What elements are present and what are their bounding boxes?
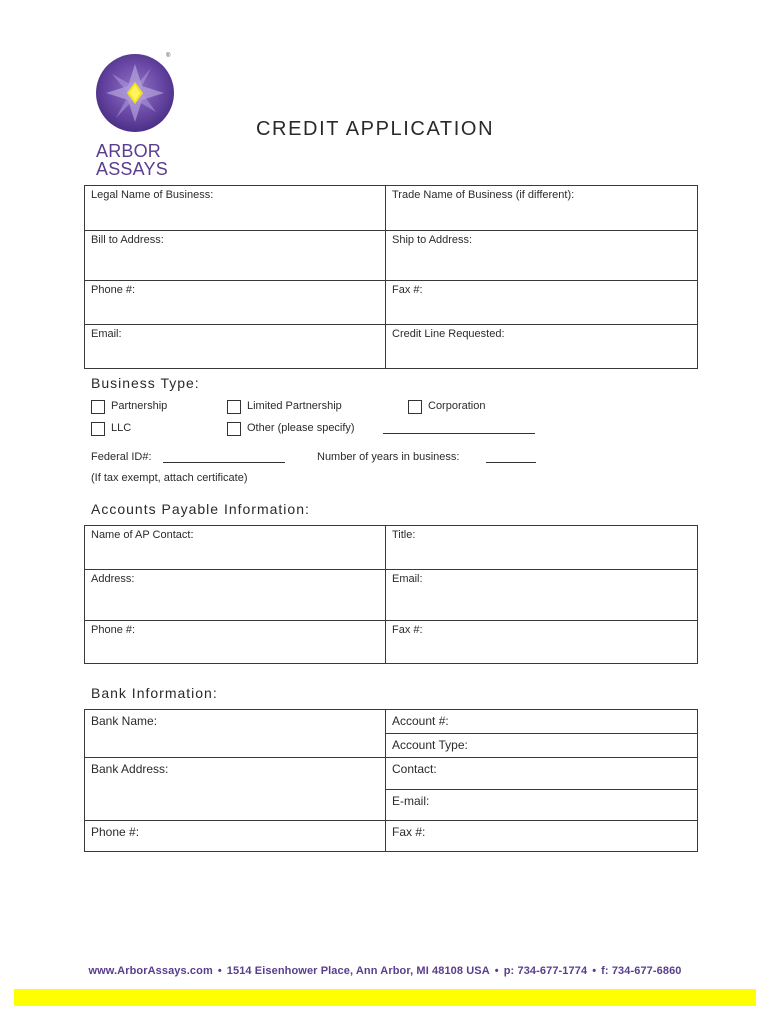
tax-exempt-note: (If tax exempt, attach certificate) bbox=[91, 472, 248, 484]
limited-partnership-label: Limited Partnership bbox=[247, 400, 342, 412]
logo-text-assays: ASSAYS bbox=[96, 159, 168, 179]
years-in-business-line[interactable] bbox=[486, 462, 536, 463]
bank-info-heading: Bank Information: bbox=[91, 685, 218, 701]
phone-label: Phone #: bbox=[91, 284, 136, 296]
bank-name-label: Bank Name: bbox=[91, 714, 158, 728]
bank-phone-field[interactable] bbox=[85, 821, 386, 852]
ap-fax-label: Fax #: bbox=[392, 624, 423, 636]
bill-to-label: Bill to Address: bbox=[91, 234, 164, 246]
bill-to-address-field[interactable] bbox=[85, 231, 386, 281]
ap-contact-field[interactable] bbox=[85, 526, 386, 570]
ship-to-label: Ship to Address: bbox=[392, 234, 473, 246]
years-in-business-label: Number of years in business: bbox=[317, 451, 460, 463]
corporation-label: Corporation bbox=[428, 400, 486, 412]
bank-phone-label: Phone #: bbox=[91, 825, 140, 839]
page-title: CREDIT APPLICATION bbox=[256, 118, 495, 140]
arbor-assays-logo bbox=[93, 50, 183, 178]
business-type-heading: Business Type: bbox=[91, 375, 200, 391]
account-number-label: Account #: bbox=[392, 714, 449, 728]
accounts-payable-table bbox=[84, 525, 698, 664]
bank-contact-field[interactable] bbox=[386, 758, 698, 790]
footer-website-link[interactable]: www.ArborAssays.com bbox=[88, 965, 213, 977]
other-label: Other (please specify) bbox=[247, 422, 355, 434]
limited-partnership-checkbox[interactable] bbox=[227, 400, 241, 414]
ap-fax-field[interactable] bbox=[386, 621, 698, 664]
registered-mark: ® bbox=[166, 53, 171, 59]
federal-id-label: Federal ID#: bbox=[91, 451, 152, 463]
ship-to-address-field[interactable] bbox=[386, 231, 698, 281]
bank-name-field[interactable] bbox=[85, 710, 386, 758]
account-type-field[interactable] bbox=[386, 734, 698, 758]
credit-line-label: Credit Line Requested: bbox=[392, 328, 505, 340]
ap-contact-label: Name of AP Contact: bbox=[91, 529, 194, 541]
ap-address-label: Address: bbox=[91, 573, 135, 585]
partnership-label: Partnership bbox=[111, 400, 168, 412]
footer-yellow-bar bbox=[14, 989, 756, 1006]
bank-fax-field[interactable] bbox=[386, 821, 698, 852]
account-number-field[interactable] bbox=[386, 710, 698, 734]
ap-email-label: Email: bbox=[392, 573, 423, 585]
other-checkbox[interactable] bbox=[227, 422, 241, 436]
ap-address-field[interactable] bbox=[85, 570, 386, 621]
ap-phone-field[interactable] bbox=[85, 621, 386, 664]
bank-fax-label: Fax #: bbox=[392, 825, 426, 839]
footer-separator: • bbox=[217, 965, 222, 977]
trade-name-field[interactable] bbox=[386, 186, 698, 231]
footer-fax: f: 734-677-6860 bbox=[601, 965, 682, 977]
other-specify-line[interactable] bbox=[383, 433, 535, 434]
business-info-table bbox=[84, 185, 698, 369]
legal-name-field[interactable] bbox=[85, 186, 386, 231]
credit-line-field[interactable] bbox=[386, 325, 698, 369]
corporation-checkbox[interactable] bbox=[408, 400, 422, 414]
ap-title-label: Title: bbox=[392, 529, 416, 541]
bank-info-table bbox=[84, 709, 698, 852]
footer-separator: • bbox=[592, 965, 597, 977]
email-label: Email: bbox=[91, 328, 122, 340]
ap-phone-label: Phone #: bbox=[91, 624, 136, 636]
bank-email-label: E-mail: bbox=[392, 794, 430, 808]
email-field[interactable] bbox=[85, 325, 386, 369]
logo-text-arbor: ARBOR bbox=[96, 141, 162, 161]
footer-address: 1514 Eisenhower Place, Ann Arbor, MI 48108 USA bbox=[226, 965, 490, 977]
phone-field[interactable] bbox=[85, 281, 386, 325]
footer-separator: • bbox=[494, 965, 499, 977]
bank-address-field[interactable] bbox=[85, 758, 386, 821]
footer-phone: p: 734-677-1774 bbox=[503, 965, 588, 977]
bank-address-label: Bank Address: bbox=[91, 762, 169, 776]
fax-field[interactable] bbox=[386, 281, 698, 325]
federal-id-line[interactable] bbox=[163, 462, 285, 463]
fax-label: Fax #: bbox=[392, 284, 423, 296]
partnership-checkbox[interactable] bbox=[91, 400, 105, 414]
account-type-label: Account Type: bbox=[392, 738, 468, 752]
footer-contact bbox=[0, 965, 770, 977]
ap-email-field[interactable] bbox=[386, 570, 698, 621]
bank-email-field[interactable] bbox=[386, 790, 698, 821]
llc-checkbox[interactable] bbox=[91, 422, 105, 436]
logo-star-icon bbox=[96, 54, 174, 132]
llc-label: LLC bbox=[111, 422, 132, 434]
trade-name-label: Trade Name of Business (if different): bbox=[392, 189, 575, 201]
accounts-payable-heading: Accounts Payable Information: bbox=[91, 501, 310, 517]
bank-contact-label: Contact: bbox=[392, 762, 437, 776]
legal-name-label: Legal Name of Business: bbox=[91, 189, 214, 201]
ap-title-field[interactable] bbox=[386, 526, 698, 570]
